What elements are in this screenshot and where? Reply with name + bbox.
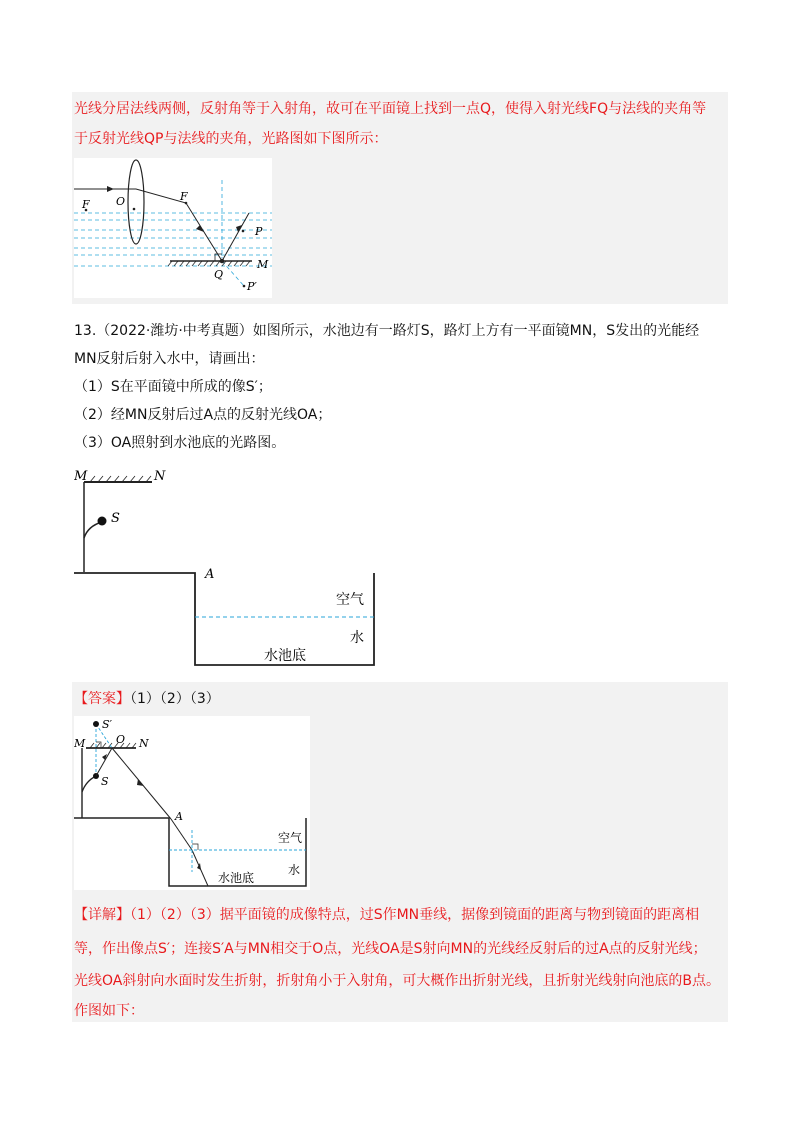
question-figure (74, 466, 384, 670)
label-m: M (257, 258, 269, 271)
question-number: 13. (74, 323, 97, 339)
answer-line (74, 688, 220, 710)
label-m: M (74, 469, 88, 484)
detail-label: 【详解】 (74, 907, 130, 923)
question-13-line-1 (74, 320, 699, 342)
detail-line-3: 光线OA斜射向水面时发生折射，折射角小于入射角，可大概作出折射光线，且折射光线射向池底的B点。 (74, 973, 720, 989)
question-text-1: 如图所示，水池边有一路灯S，路灯上方有一平面镜MN，S发出的光能经 (252, 323, 700, 339)
question-source: （2022·潍坊·中考真题） (96, 323, 253, 339)
explanation-line-2: 于反射光线QP与法线的夹角，光路图如下图所示： (74, 131, 388, 147)
detail-line-4: 作图如下： (74, 1003, 144, 1019)
label-p-prime: P′ (247, 280, 257, 293)
label-o: O (116, 195, 126, 208)
label-q: Q (214, 268, 224, 281)
detail-line-2: 等，作出像点S′；连接S′A与MN相交于O点，光线OA是S射向MN的光线经反射后的过A点的反射光线； (74, 941, 707, 957)
detail-line-1 (74, 904, 699, 926)
label-water: 水 (350, 630, 364, 646)
label-f-right: F (180, 190, 188, 203)
detail-text-1: （1）（2）（3）据平面镜的成像特点，过S作MN垂线，据像到镜面的距离与物到镜面的距离相 (130, 907, 700, 923)
label-air: 空气 (336, 592, 364, 608)
label-s-prime: S′ (102, 718, 113, 731)
label-pool-bottom: 水池底 (264, 648, 306, 664)
label-n: N (154, 469, 166, 484)
label-air: 空气 (278, 831, 303, 845)
label-water: 水 (288, 863, 301, 877)
explanation-line-1: 光线分居法线两侧，反射角等于入射角，故可在平面镜上找到一点Q，使得入射光线FQ与法线的夹角等 (74, 101, 707, 117)
question-item-1: （1）S在平面镜中所成的像S′； (74, 379, 272, 395)
label-f-left: F (82, 198, 90, 211)
label-s: S (111, 511, 120, 526)
question-13-line-2: MN反射后射入水中，请画出： (74, 351, 265, 367)
label-a: A (175, 810, 183, 823)
question-item-3: （3）OA照射到水池底的光路图。 (74, 435, 286, 451)
label-p: P (255, 225, 263, 238)
label-pool-bottom: 水池底 (218, 871, 255, 885)
lens-mirror-figure (74, 158, 272, 298)
answer-parts: （1）（2）（3） (130, 691, 220, 707)
label-n: N (139, 737, 149, 750)
label-o: O (116, 733, 126, 746)
label-s: S (101, 775, 109, 788)
label-a: A (205, 567, 215, 582)
answer-label: 【答案】 (74, 691, 130, 707)
question-item-2: （2）经MN反射后过A点的反射光线OA； (74, 407, 332, 423)
answer-figure (74, 716, 310, 890)
label-m: M (74, 737, 86, 750)
